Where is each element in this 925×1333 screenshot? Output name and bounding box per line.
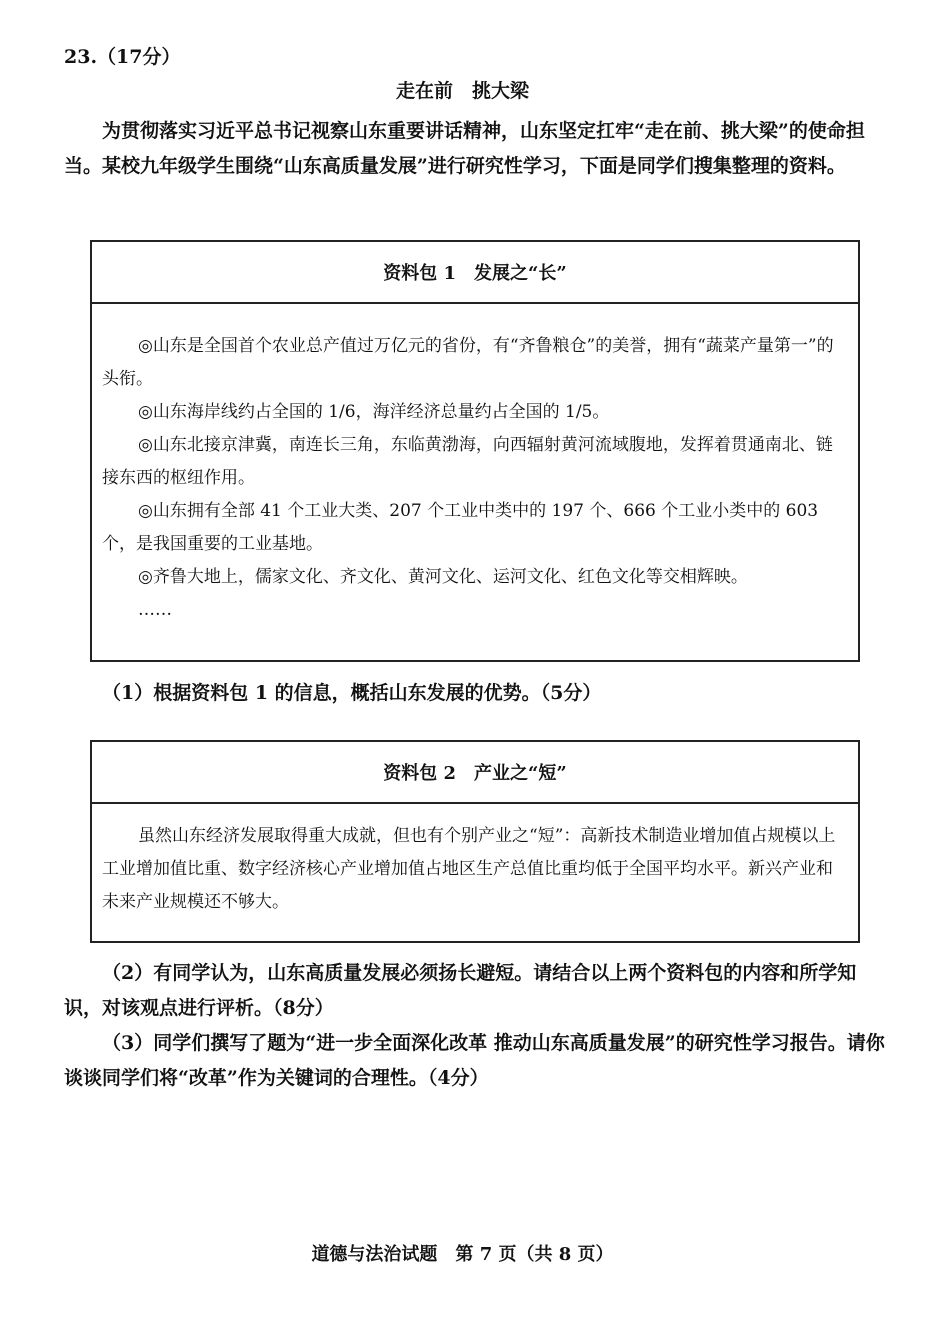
material-pack-2: [90, 740, 860, 943]
question-intro: 为贯彻落实习近平总书记视察山东重要讲话精神，山东坚定扛牢“走在前、挑大梁”的使命担当。某校九年级学生围绕“山东高质量发展”进行研究性学习，下面是同学们搜集整理的资料。: [64, 120, 865, 177]
pack2-text: 虽然山东经济发展取得重大成就，但也有个别产业之“短”：高新技术制造业增加值占规模以上工业增加值比重、数字经济核心产业增加值占地区生产总值比重均低于全国平均水平。新兴产业和未来产业规模还不够大。: [102, 826, 836, 912]
sub-question-2: （2）有同学认为，山东高质量发展必须扬长避短。请结合以上两个资料包的内容和所学知识，对该观点进行评析。（8分）: [64, 962, 857, 1019]
question-number: 23.（17分）: [64, 46, 181, 68]
pack1-item: ◎山东北接京津冀，南连长三角，东临黄渤海，向西辐射黄河流域腹地，发挥着贯通南北、链接东西的枢纽作用。: [102, 435, 833, 488]
pack1-item: ◎山东是全国首个农业总产值过万亿元的省份，有“齐鲁粮仓”的美誉，拥有“蔬菜产量第一”的头衔。: [102, 336, 834, 389]
material-pack-1-body: [92, 304, 858, 627]
sub-question-3: （3）同学们撰写了题为“进一步全面深化改革 推动山东高质量发展”的研究性学习报告。请你谈谈同学们将“改革”作为关键词的合理性。（4分）: [64, 1032, 885, 1089]
page-footer: 道德与法治试题 第 7 页（共 8 页）: [311, 1244, 614, 1265]
material-pack-2-body: [92, 804, 858, 919]
material-pack-2-title: 资料包 2 产业之“短”: [92, 742, 858, 804]
pack1-item: ◎山东拥有全部 41 个工业大类、207 个工业中类中的 197 个、666 个工业小类中的 603 个，是我国重要的工业基地。: [102, 501, 819, 554]
material-pack-1: [90, 240, 860, 662]
pack1-item: ◎山东海岸线约占全国的 1/6，海洋经济总量约占全国的 1/5。: [138, 402, 610, 422]
question-title: 走在前 挑大梁: [395, 80, 529, 102]
pack1-item: ◎齐鲁大地上，儒家文化、齐文化、黄河文化、运河文化、红色文化等交相辉映。: [138, 567, 748, 587]
sub-question-1: （1）根据资料包 1 的信息，概括山东发展的优势。（5分）: [102, 682, 602, 704]
pack1-ellipsis: ……: [138, 600, 172, 620]
material-pack-1-title: 资料包 1 发展之“长”: [92, 242, 858, 304]
